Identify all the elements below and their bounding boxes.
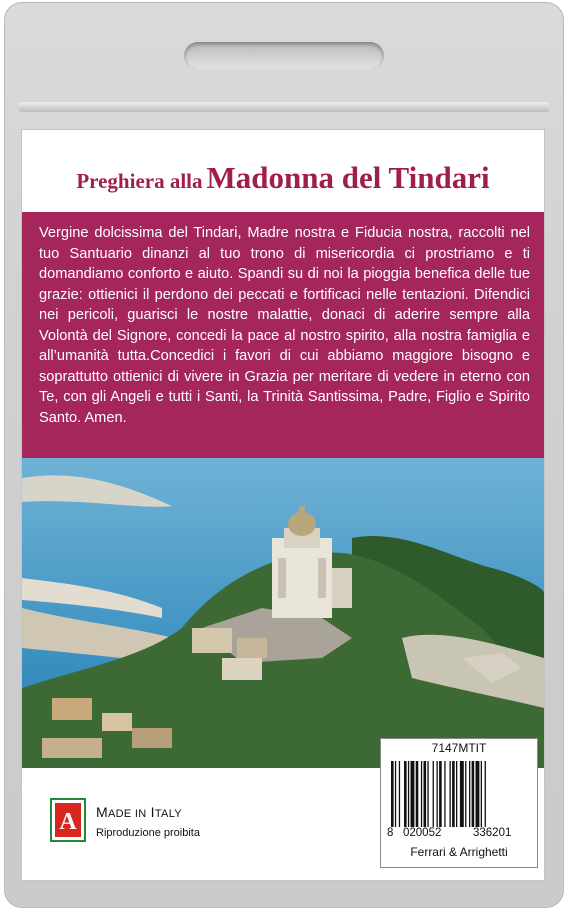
title-main: Madonna del Tindari [206,160,490,195]
brand-name: Ferrari & Arrighetti [410,845,508,859]
hanger-tab [4,2,564,132]
made-in-italy: MADE IN ITALY [96,804,182,820]
product-code: 7147MTIT [431,741,487,755]
fa-monogram-logo-icon: A [50,798,86,842]
card-title [22,160,544,196]
hanger-hole [184,42,384,70]
barcode-bars [389,761,529,827]
blister-rim [18,102,550,112]
barcode-digit-first: 8 [387,827,394,839]
barcode-digits-right: 336201 [473,827,512,839]
sanctuary-photo [22,458,544,768]
prayer-panel [22,212,544,458]
barcode-digits-left: 020052 [403,827,442,839]
barcode-label [380,738,538,868]
reproduction-notice: Riproduzione proibita [96,827,200,839]
title-prefix: Preghiera alla [76,169,203,193]
prayer-text: Vergine dolcissima del Tindari, Madre nostra e Fiducia nostra, raccolti nel tuo Santuario dinanzi al tuo trono di misericordia ci prostriamo e ti domandiamo conforto e aiuto. Spandi su di noi la pioggia benefica delle tue grazie: ottienici il perdono dei peccati e fortificaci nelle tentazioni. Difendici nei pericoli, guarisci le nostre malattie, donaci di aderire sempre alla Volontà del Signore, concedi la pace al nostro spirito, alla nostra famiglia e all’umanità tutta.Concedici i favori di cui abbiamo maggiore bisogno e soprattutto ottienici di vivere in Grazia per meritare di vedere in eterno con Te, con gli Angeli e tutti i Santi, la Trinità Santissima, Padre, Figlio e Spirito Santo. Amen. [39,225,530,426]
prayer-card [22,130,544,880]
